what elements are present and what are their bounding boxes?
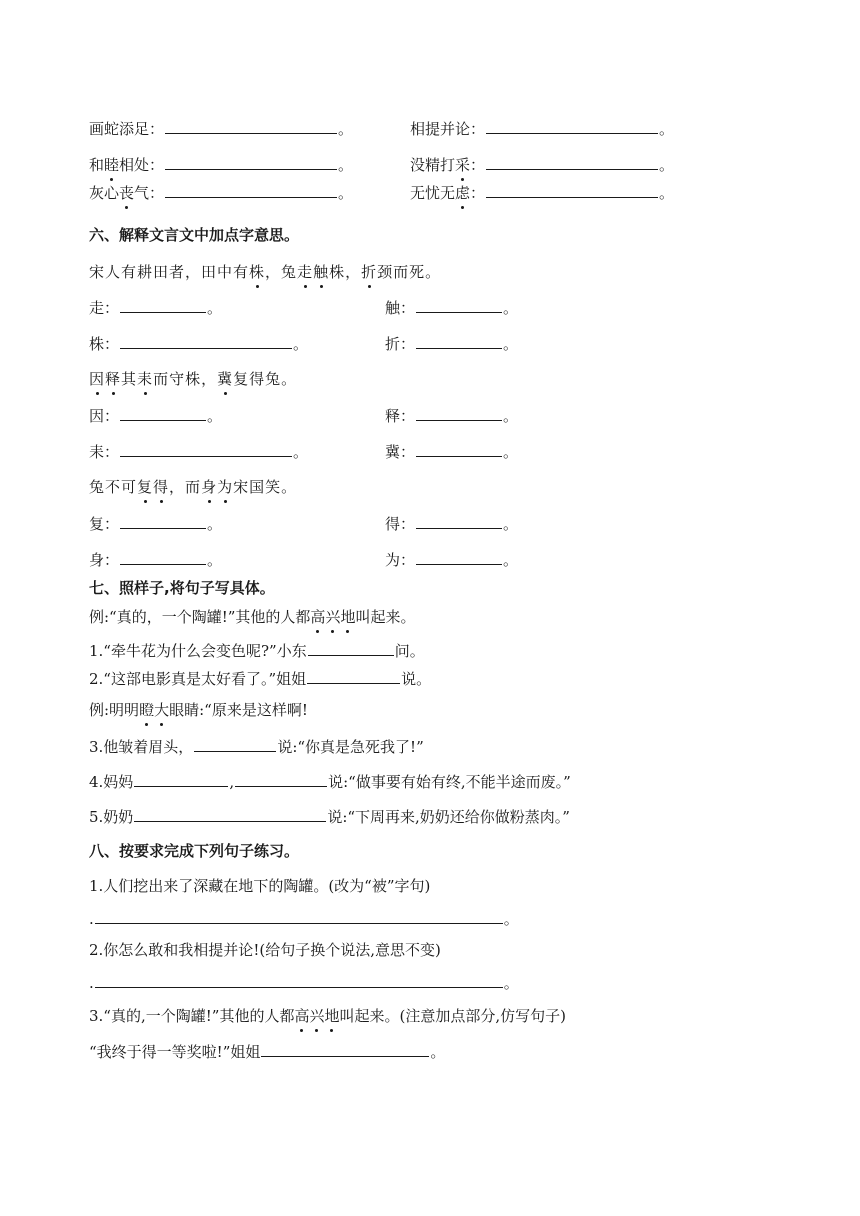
explain-item-wei: 为： 。 — [385, 551, 519, 569]
section-8-heading: 八、按要求完成下列句子练习。 — [89, 842, 300, 860]
period: 。 — [338, 184, 354, 202]
explain-item-de: 得： 。 — [385, 515, 519, 533]
answer-blank[interactable] — [120, 441, 292, 457]
idiom-label: 画蛇添足： — [89, 120, 165, 138]
question-7-3: 3.他皱着眉头， 说:“你真是急死我了!” — [89, 738, 424, 756]
question-7-2: 2.“这部电影真是太好看了。”姐姐 说。 — [89, 670, 432, 688]
explain-item-fu: 复： 。 — [89, 515, 223, 533]
answer-blank[interactable] — [307, 668, 400, 684]
question-8-2: 2.你怎么敢和我相提并论!(给句子换个说法,意思不变) — [89, 941, 441, 959]
answer-line-8-2: . 。 — [89, 974, 519, 992]
question-8-3: 3.“真的,一个陶罐!”其他的人都高兴地叫起来。(注意加点部分,仿写句子) — [89, 1007, 566, 1025]
explain-item-lei: 耒： 。 — [89, 443, 309, 461]
example-sentence-1: 例:“真的，一个陶罐!”其他的人都高兴地叫起来。 — [89, 608, 416, 626]
answer-blank[interactable] — [416, 549, 502, 565]
answer-blank[interactable] — [165, 118, 337, 134]
answer-blank[interactable] — [120, 549, 206, 565]
answer-blank[interactable] — [120, 333, 292, 349]
answer-blank[interactable] — [120, 513, 206, 529]
explain-item-shi: 释： 。 — [385, 407, 519, 425]
answer-blank[interactable] — [235, 771, 327, 787]
explain-item-yin: 因： 。 — [89, 407, 223, 425]
answer-blank[interactable] — [416, 405, 502, 421]
explain-item-ji: 冀： 。 — [385, 443, 519, 461]
answer-blank[interactable] — [486, 182, 658, 198]
idiom-row-4 — [410, 154, 674, 175]
idiom-label: 无忧无虑： — [410, 184, 486, 202]
idiom-label: 灰心丧气： — [89, 184, 165, 202]
answer-blank[interactable] — [416, 513, 502, 529]
classical-sentence-1: 宋人有耕田者，田中有株，兔走触株，折颈而死。 — [89, 263, 442, 281]
answer-blank[interactable] — [134, 771, 228, 787]
period: 。 — [659, 156, 675, 174]
answer-blank[interactable] — [120, 297, 206, 313]
answer-blank[interactable] — [308, 640, 394, 656]
explain-item-zhu: 株： 。 — [89, 335, 309, 353]
explain-item-zhe: 折： 。 — [385, 335, 519, 353]
answer-blank[interactable] — [120, 405, 206, 421]
answer-blank[interactable] — [416, 441, 502, 457]
period: 。 — [338, 156, 354, 174]
question-7-5: 5.奶奶 说:“下周再来,奶奶还给你做粉蒸肉。” — [89, 808, 570, 826]
idiom-label: 相提并论： — [410, 120, 486, 138]
answer-blank[interactable] — [95, 972, 503, 988]
idiom-row-2 — [410, 118, 674, 139]
explain-item-chu: 触： 。 — [385, 299, 519, 317]
classical-sentence-2: 因释其耒而守株，冀复得兔。 — [89, 370, 298, 388]
answer-blank[interactable] — [95, 908, 503, 924]
answer-blank[interactable] — [134, 806, 326, 822]
section-6-heading: 六、解释文言文中加点字意思。 — [89, 226, 300, 244]
example-sentence-2: 例:明明瞪大眼睛:“原来是这样啊! — [89, 701, 308, 719]
question-7-1: 1.“牵牛花为什么会变色呢?”小东 问。 — [89, 642, 425, 660]
answer-line-8-1: . 。 — [89, 910, 519, 928]
answer-blank[interactable] — [486, 154, 658, 170]
period: 。 — [659, 184, 675, 202]
answer-blank[interactable] — [416, 297, 502, 313]
period: 。 — [338, 120, 354, 138]
idiom-row-6 — [410, 182, 674, 203]
answer-blank[interactable] — [416, 333, 502, 349]
idiom-row-5 — [89, 182, 353, 203]
idiom-row-3 — [89, 154, 353, 175]
period: 。 — [659, 120, 675, 138]
question-7-4: 4.妈妈 , 说:“做事要有始有终,不能半途而废。” — [89, 773, 571, 791]
answer-blank[interactable] — [165, 154, 337, 170]
section-7-heading: 七、照样子,将句子写具体。 — [89, 579, 275, 597]
answer-blank[interactable] — [165, 182, 337, 198]
classical-sentence-3: 兔不可复得，而身为宋国笑。 — [89, 478, 298, 496]
answer-line-8-3: “我终于得一等奖啦!”姐姐 。 — [89, 1043, 446, 1061]
answer-blank[interactable] — [194, 736, 276, 752]
explain-item-zou: 走： 。 — [89, 299, 223, 317]
answer-blank[interactable] — [261, 1041, 429, 1057]
idiom-row-1 — [89, 118, 353, 139]
idiom-label: 和睦相处： — [89, 156, 165, 174]
idiom-label: 没精打采： — [410, 156, 486, 174]
answer-blank[interactable] — [486, 118, 658, 134]
explain-item-shen: 身： 。 — [89, 551, 223, 569]
question-8-1: 1.人们挖出来了深藏在地下的陶罐。(改为“被”字句) — [89, 877, 431, 895]
